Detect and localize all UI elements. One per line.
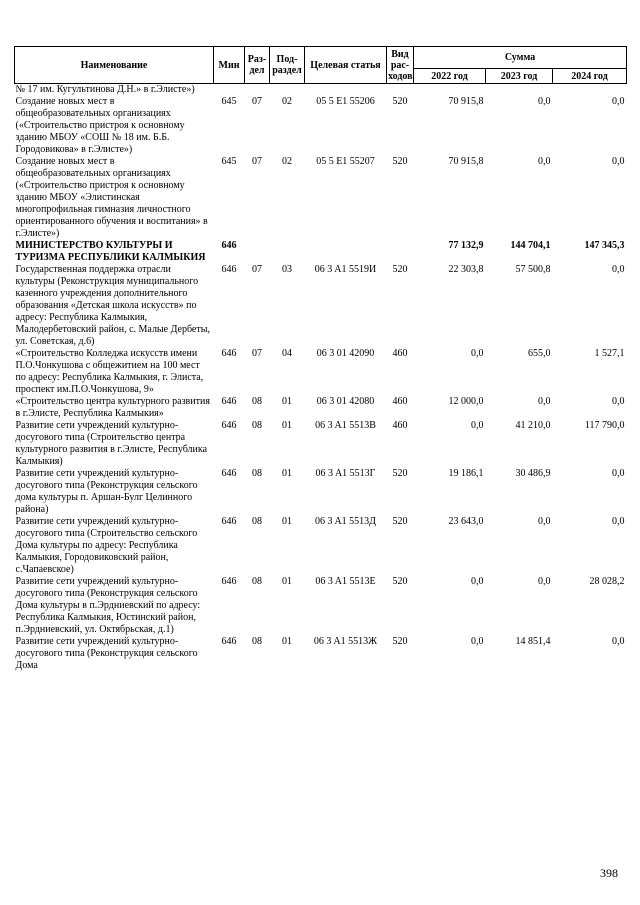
row-amount-2022: 0,0: [471, 636, 484, 647]
header-year-1: 2022 год: [414, 69, 486, 84]
header-razdel: Раз-дел: [245, 47, 270, 84]
row-min: 646: [221, 348, 237, 359]
row-target: 06 3 A1 5513В: [315, 420, 376, 431]
row-name: Развитие сети учреждений культурно-досугового типа (Реконструкция сельского дома культуры п. Аршан-Булг Целинного района): [15, 468, 198, 515]
row-amount-2023: 41 210,0: [515, 420, 551, 431]
row-razdel: 08: [252, 516, 262, 527]
table-row: [15, 468, 627, 516]
row-min: 646: [221, 468, 237, 479]
row-razdel: 08: [252, 420, 262, 431]
row-amount-2024: 1 527,1: [594, 348, 625, 359]
row-razdel: [245, 240, 270, 264]
header-year-3: 2024 год: [553, 69, 627, 84]
table-row: [15, 348, 627, 396]
row-name: Создание новых мест в общеобразовательных организациях («Строительство пристроя к основному зданию МБОУ «Элистинская многопрофильная гимназия личностного ориентированного обучения и воспитания» в г.Элисте»): [15, 156, 208, 239]
row-podrazdel: 02: [282, 96, 292, 107]
row-target: 06 3 A1 5513Г: [315, 468, 376, 479]
row-min: 646: [221, 516, 237, 527]
row-target: 05 5 E1 55206: [316, 96, 375, 107]
row-razdel: 08: [252, 468, 262, 479]
table-row: [15, 156, 627, 240]
row-min: 646: [221, 636, 237, 647]
row-podrazdel: 01: [282, 420, 292, 431]
row-razdel: 08: [252, 636, 262, 647]
row-amount-2023: 0,0: [538, 156, 551, 167]
row-amount-2023: 57 500,8: [515, 264, 551, 275]
row-amount-2024: 0,0: [612, 156, 625, 167]
row-vid: 520: [392, 96, 408, 107]
row-podrazdel: 01: [282, 468, 292, 479]
row-target: 06 3 A1 5513Д: [315, 516, 376, 527]
row-amount-2022: 0,0: [471, 420, 484, 431]
row-name: Развитие сети учреждений культурно-досугового типа (Строительство центра культурного развития в г.Элисте, Республика Калмыкия): [15, 420, 208, 467]
row-amount-2023: 30 486,9: [515, 468, 551, 479]
row-vid: 460: [392, 396, 408, 407]
row-vid: 520: [392, 576, 408, 587]
row-amount-2023: 144 704,1: [510, 240, 551, 251]
header-target: Целевая статья: [305, 47, 387, 84]
row-amount-2024: 0,0: [612, 96, 625, 107]
row-amount-2022: 0,0: [471, 348, 484, 359]
row-min: 646: [221, 576, 237, 587]
row-amount-2024: [553, 84, 627, 97]
row-name: № 17 им. Кугультинова Д.Н.» в г.Элисте»): [15, 84, 195, 95]
row-target: [305, 240, 387, 264]
row-amount-2024: 0,0: [612, 516, 625, 527]
table-body: [15, 84, 627, 673]
row-amount-2023: 0,0: [538, 576, 551, 587]
table-row: [15, 84, 627, 97]
row-amount-2023: 14 851,4: [515, 636, 551, 647]
row-amount-2022: 19 186,1: [448, 468, 484, 479]
row-razdel: 08: [252, 576, 262, 587]
row-min: 646: [221, 396, 237, 407]
row-vid: [387, 84, 414, 97]
row-min: 646: [221, 264, 237, 275]
table-row: [15, 396, 627, 420]
row-amount-2022: [414, 84, 486, 97]
row-podrazdel: 04: [282, 348, 292, 359]
table-row: [15, 240, 627, 264]
row-amount-2023: 0,0: [538, 96, 551, 107]
header-podrazdel: Под-раздел: [270, 47, 305, 84]
row-amount-2022: 0,0: [471, 576, 484, 587]
row-vid: 520: [392, 468, 408, 479]
row-min: 646: [221, 240, 237, 251]
row-amount-2023: [486, 84, 553, 97]
row-min: 646: [221, 420, 237, 431]
row-vid: 520: [392, 264, 408, 275]
row-target: 06 3 01 42090: [316, 348, 375, 359]
row-amount-2024: 117 790,0: [584, 420, 625, 431]
row-amount-2022: 12 000,0: [448, 396, 484, 407]
row-name: Создание новых мест в общеобразовательных организациях («Строительство пристроя к основному зданию МБОУ «СОШ № 18 им. Б.Б. Городовикова» в г.Элисте»): [15, 96, 185, 155]
row-min: [214, 84, 245, 97]
row-name: «Строительство Колледжа искусств имени П.О.Чонкушова с общежитием на 100 мест по адресу: Республика Калмыкия, г. Элиста, проспект им.П.О.Чонкушова, 9»: [15, 348, 204, 395]
table-row: [15, 576, 627, 636]
row-amount-2023: 0,0: [538, 396, 551, 407]
row-amount-2023: 655,0: [528, 348, 551, 359]
row-amount-2022: 77 132,9: [448, 240, 484, 251]
row-amount-2024: 147 345,3: [584, 240, 625, 251]
row-target: 06 3 01 42080: [316, 396, 375, 407]
row-vid: 520: [392, 636, 408, 647]
row-podrazdel: 02: [282, 156, 292, 167]
row-amount-2023: 0,0: [538, 516, 551, 527]
row-amount-2022: 70 915,8: [448, 96, 484, 107]
row-podrazdel: [270, 84, 305, 97]
table-row: [15, 420, 627, 468]
row-name: Развитие сети учреждений культурно-досугового типа (Строительство сельского Дома культуры по адресу: Республика Калмыкия, Городовиковский район, с.Чапаевское): [15, 516, 198, 575]
header-min: Мин: [214, 47, 245, 84]
row-target: 06 3 A1 5513Е: [315, 576, 376, 587]
row-vid: 460: [392, 420, 408, 431]
row-podrazdel: 01: [282, 516, 292, 527]
budget-page: [14, 46, 626, 672]
row-amount-2024: 0,0: [612, 636, 625, 647]
row-vid: 520: [392, 516, 408, 527]
row-min: 645: [221, 96, 237, 107]
budget-table: [14, 46, 627, 672]
header-summa: Сумма: [414, 47, 627, 69]
row-razdel: 08: [252, 396, 262, 407]
table-row: [15, 264, 627, 348]
page-number: 398: [600, 866, 618, 880]
row-podrazdel: 01: [282, 396, 292, 407]
row-target: [305, 84, 387, 97]
header-year-2: 2023 год: [486, 69, 553, 84]
row-razdel: 07: [252, 156, 262, 167]
header-name: Наименование: [15, 47, 214, 84]
row-name: МИНИСТЕРСТВО КУЛЬТУРЫ И ТУРИЗМА РЕСПУБЛИКИ КАЛМЫКИЯ: [15, 240, 206, 263]
row-min: 645: [221, 156, 237, 167]
row-razdel: 07: [252, 96, 262, 107]
row-name: Развитие сети учреждений культурно-досугового типа (Реконструкция сельского Дома: [15, 636, 198, 671]
header-vid: Вид рас-ходов: [388, 48, 413, 82]
row-target: 06 3 A1 5519И: [314, 264, 377, 275]
row-razdel: 07: [252, 264, 262, 275]
row-amount-2024: 0,0: [612, 264, 625, 275]
row-razdel: 07: [252, 348, 262, 359]
table-row: [15, 516, 627, 576]
row-podrazdel: [270, 240, 305, 264]
row-amount-2024: 0,0: [612, 468, 625, 479]
row-razdel: [245, 84, 270, 97]
row-podrazdel: 03: [282, 264, 292, 275]
row-vid: 460: [392, 348, 408, 359]
row-target: 05 5 E1 55207: [316, 156, 375, 167]
row-podrazdel: 01: [282, 636, 292, 647]
row-target: 06 3 A1 5513Ж: [313, 636, 378, 647]
row-vid: [387, 240, 414, 264]
row-name: Государственная поддержка отрасли культуры (Реконструкция муниципального казенного учреждения дополнительного образования «Детская школа искусств» по адресу: Республика Калмыкия, Малодербетовский район, с. Малые Дербеты, ул. Советская, д.6): [15, 264, 210, 347]
row-name: «Строительство центра культурного развития в г.Элисте, Республика Калмыкия»: [15, 396, 210, 419]
row-amount-2022: 23 643,0: [448, 516, 484, 527]
row-amount-2024: 28 028,2: [589, 576, 625, 587]
row-amount-2022: 70 915,8: [448, 156, 484, 167]
row-name: Развитие сети учреждений культурно-досугового типа (Реконструкция сельского Дома культуры в п.Эрдниевский по адресу: Республика Калмыкия, Юстинский район, п.Эрдниевский, ул. Октябрьская, д.1): [15, 576, 201, 635]
table-row: [15, 636, 627, 672]
row-amount-2024: 0,0: [612, 396, 625, 407]
row-podrazdel: 01: [282, 576, 292, 587]
table-row: [15, 96, 627, 156]
row-vid: 520: [392, 156, 408, 167]
row-amount-2022: 22 303,8: [448, 264, 484, 275]
